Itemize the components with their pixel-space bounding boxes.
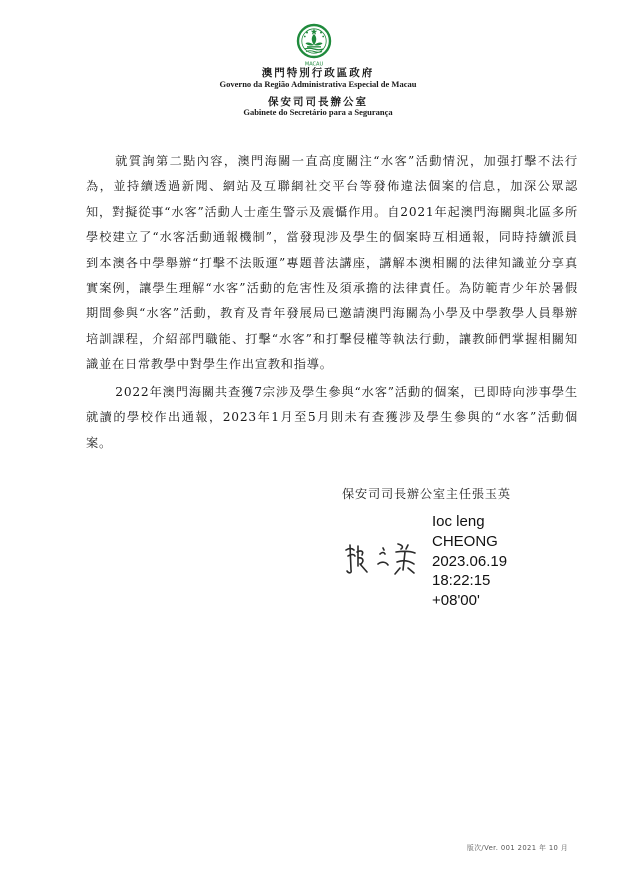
government-name-portuguese: Governo da Região Administrativa Especial de Macau bbox=[219, 79, 417, 89]
signature-name-line-1: Ioc leng bbox=[432, 513, 485, 530]
handwritten-signature bbox=[340, 536, 430, 580]
macau-sar-emblem-icon bbox=[288, 22, 340, 68]
signature-date: 2023.06.19 bbox=[432, 552, 508, 570]
body-paragraph: 2022年澳門海關共查獲7宗涉及學生參與“水客”活動的個案，已即時向涉事學生就讀的學校作出通報，2023年1月至5月則未有查獲涉及學生參與的“水客”活動個案。 bbox=[86, 385, 578, 450]
signature-time: 18:22:15 bbox=[432, 572, 491, 590]
signer-title: 保安司司長辦公室主任張玉英 bbox=[342, 487, 511, 501]
emblem-text: MACAU bbox=[304, 61, 324, 68]
office-name-portuguese: Gabinete do Secretário para a Segurança bbox=[243, 107, 393, 117]
version-footer: 版次/Ver. 001 2021 年 10 月 bbox=[467, 844, 569, 852]
body-paragraph: 就質詢第二點內容，澳門海關一直高度關注“水客”活動情況，加强打擊不法行為，並持續透過新聞、網站及互聯網社交平台等發佈違法個案的信息，加深公眾認知，對擬從事“水客”活動人士產生警示及震懾作用。自2021年起澳門海關與北區多所學校建立了“水客活動通報機制”，當發現涉及學生的個案時互相通報，同時持續派員到本澳各中學舉辦“打擊不法販運”專題普法講座，講解本澳相關的法律知識並分享真實案例，讓學生理解“水客”活動的危害性及須承擔的法律責任。為防範青少年於暑假期間參與“水客”活動，教育及青年發展局已邀請澳門海關為小學及中學教學人員舉辦培訓課程，介紹部門職能、打擊“水客”和打擊侵權等執法行動，讓教師們掌握相關知識並在日常教學中對學生作出宣教和指導。 bbox=[86, 154, 578, 372]
government-name-chinese: 澳門特別行政區政府 bbox=[261, 67, 375, 79]
signature-timezone: +08'00' bbox=[432, 592, 480, 610]
office-name-chinese: 保安司司長辦公室 bbox=[268, 96, 368, 108]
signature-name-line-2: CHEONG bbox=[432, 532, 498, 550]
digital-signature-block bbox=[432, 512, 507, 611]
